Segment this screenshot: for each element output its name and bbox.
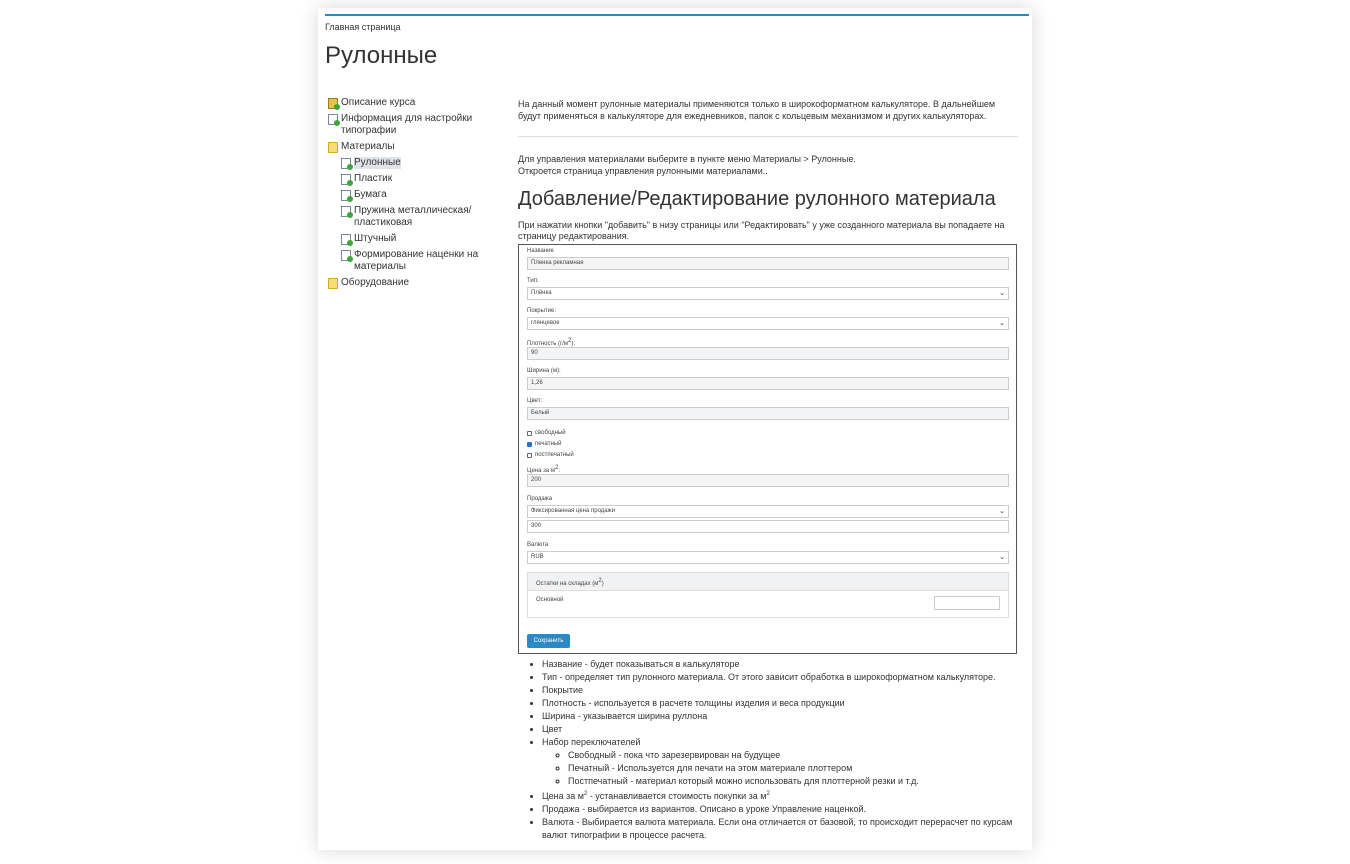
checkbox-box[interactable]: [527, 453, 532, 458]
nav-item-label: Пружина металлическая/ пластиковая: [354, 205, 472, 228]
divider: [518, 136, 1018, 137]
stock-quantity-input[interactable]: [934, 596, 1000, 610]
nav-item-plastic[interactable]: [328, 173, 503, 185]
page-title: Рулонные: [325, 42, 438, 69]
course-icon: [328, 98, 338, 109]
nav-item-label: Бумага: [354, 189, 387, 200]
sidebar-nav: [328, 97, 503, 293]
currency-label: Валюта: [527, 542, 549, 548]
sub-list-item: ◦ Свободный - пока что зарезервирован на будущее: [568, 749, 1018, 762]
nav-item-label: Оборудование: [341, 277, 410, 288]
list-item: • Ширина - указывается ширина руллона: [542, 710, 1018, 723]
list-item: • Название - будет показываться в калькуляторе: [542, 658, 1018, 671]
density-label: Плотность $(г/м^2)$:: [527, 338, 576, 347]
folder-icon: [328, 278, 338, 289]
density-input[interactable]: 90: [527, 347, 1009, 360]
type-select-value: Плёнка: [531, 290, 552, 296]
intro-text: На данный момент рулонные материалы применяются только в широкоформатном калькуляторе. В дальнейшем будут применяться в калькуляторе для ежедневников, папок с кольцевым механизмом и других калькуляторах.: [518, 99, 996, 121]
checkbox-label: печатный: [535, 441, 562, 447]
checkbox-free[interactable]: [527, 430, 566, 436]
manage-line-2: Откроется страница управления рулонными материалами..: [518, 166, 768, 176]
nav-item-label: Формирование наценки на материалы: [354, 249, 479, 272]
nav-item-equipment[interactable]: [328, 277, 503, 289]
color-input[interactable]: Белый: [527, 407, 1009, 420]
checkbox-print[interactable]: [527, 441, 561, 447]
stock-panel-header: Остатки на складах $(м^2)$: [528, 573, 1008, 591]
nav-item-roll[interactable]: [328, 157, 503, 169]
doc-icon: [341, 190, 351, 201]
list-item: • Цена за $м^2$ - устанавливается стоимость покупки за $м^2$: [542, 788, 1018, 803]
breadcrumb[interactable]: Главная страница: [325, 22, 401, 32]
nav-item-markup[interactable]: [328, 249, 503, 273]
width-input[interactable]: 1,26: [527, 377, 1009, 390]
sale-label: Продажа: [527, 496, 553, 502]
doc-icon: [341, 206, 351, 217]
coating-select-value: глянцевое: [531, 320, 560, 326]
manage-text: [518, 153, 1018, 177]
nav-item-paper[interactable]: [328, 189, 503, 201]
nav-item-label: Рулонные: [354, 157, 401, 168]
doc-icon: [341, 250, 351, 261]
save-button[interactable]: Сохранить: [527, 634, 570, 648]
nav-item-typography-info[interactable]: [328, 113, 503, 137]
stock-panel: [527, 572, 1009, 618]
nav-item-materials[interactable]: [328, 141, 503, 153]
manage-line-1: Для управления материалами выберите в пункте меню Материалы > Рулонные.: [518, 154, 856, 164]
width-label: Ширина (м):: [527, 368, 561, 374]
name-label: Название: [527, 248, 554, 254]
nav-item-piece[interactable]: [328, 233, 503, 245]
checkbox-label: свободный: [535, 430, 566, 436]
color-label: Цвет:: [527, 398, 543, 404]
nav-item-label: Материалы: [341, 141, 395, 152]
list-item: • Продажа - выбирается из вариантов. Описано в уроке Управление наценкой.: [542, 803, 1018, 816]
list-item: • Набор переключателей ◦ Свободный - пока что зарезервирован на будущее ◦ Печатный - Используется для печати на этом материале плоттером ◦ Постпечатный - материал который можно использовать для плоттерной резки и т.д.: [542, 736, 1018, 788]
nav-item-label: Описание курса: [341, 97, 416, 108]
nav-item-spring[interactable]: [328, 205, 503, 229]
checkbox-label: постпечатный: [535, 452, 574, 458]
chevron-down-icon: ⌄: [999, 290, 1005, 297]
list-item: • Тип - определяет тип рулонного материала. От этого зависит обработка в широкоформатном калькуляторе.: [542, 671, 1018, 684]
price-input[interactable]: 200: [527, 474, 1009, 487]
stock-row-name: Основной: [536, 597, 564, 603]
list-item: • Плотность - используется в расчете толщины изделия и веса продукции: [542, 697, 1018, 710]
price-label: Цена за $м^2$:: [527, 465, 560, 474]
section-text: При нажатии кнопки "добавить" в низу страницы или "Редактировать" у уже созданного материала вы попадаете на страницу редактирования.: [518, 220, 1005, 241]
nav-item-label: Пластик: [354, 173, 393, 184]
stock-row: [528, 591, 1008, 619]
sale-price-input[interactable]: 300: [527, 520, 1009, 533]
currency-select[interactable]: [527, 551, 1009, 564]
material-edit-form: [518, 244, 1017, 654]
checkbox-box[interactable]: [527, 431, 532, 436]
doc-icon: [341, 174, 351, 185]
nav-item-label: Информация для настройки типографии: [341, 113, 473, 136]
coating-label: Покрытие:: [527, 308, 557, 314]
chevron-down-icon: ⌄: [999, 320, 1005, 327]
checkbox-postprint[interactable]: [527, 452, 574, 458]
page-panel: [318, 8, 1032, 850]
folder-icon: [328, 142, 338, 153]
section-heading: Добавление/Редактирование рулонного материала: [518, 188, 996, 210]
checkbox-box[interactable]: [527, 442, 532, 447]
doc-icon: [341, 234, 351, 245]
field-description-list: [518, 658, 1018, 842]
list-item: • Цвет: [542, 723, 1018, 736]
sub-list-item: ◦ Печатный - Используется для печати на этом материале плоттером: [568, 762, 1018, 775]
name-input[interactable]: Пленка рекламная: [527, 257, 1009, 270]
list-item: • Валюта - Выбирается валюта материала. Если она отличается от базовой, то происходит перерасчет по курсам валют типографии в процессе расчета.: [542, 816, 1018, 842]
coating-select[interactable]: [527, 317, 1009, 330]
chevron-down-icon: ⌄: [999, 508, 1005, 515]
type-label: Тип:: [527, 278, 539, 284]
nav-item-course[interactable]: [328, 97, 503, 109]
list-item: • Покрытие: [542, 684, 1018, 697]
top-accent-line: [325, 14, 1029, 16]
doc-icon: [328, 114, 338, 125]
nav-item-label: Штучный: [354, 233, 397, 244]
currency-select-value: RUB: [531, 554, 544, 560]
doc-icon: [341, 158, 351, 169]
type-select[interactable]: [527, 287, 1009, 300]
sale-select[interactable]: [527, 505, 1009, 518]
chevron-down-icon: ⌄: [999, 554, 1005, 561]
sale-select-value: Фиксированная цена продажи: [531, 508, 615, 514]
sub-list-item: ◦ Постпечатный - материал который можно использовать для плоттерной резки и т.д.: [568, 775, 1018, 788]
